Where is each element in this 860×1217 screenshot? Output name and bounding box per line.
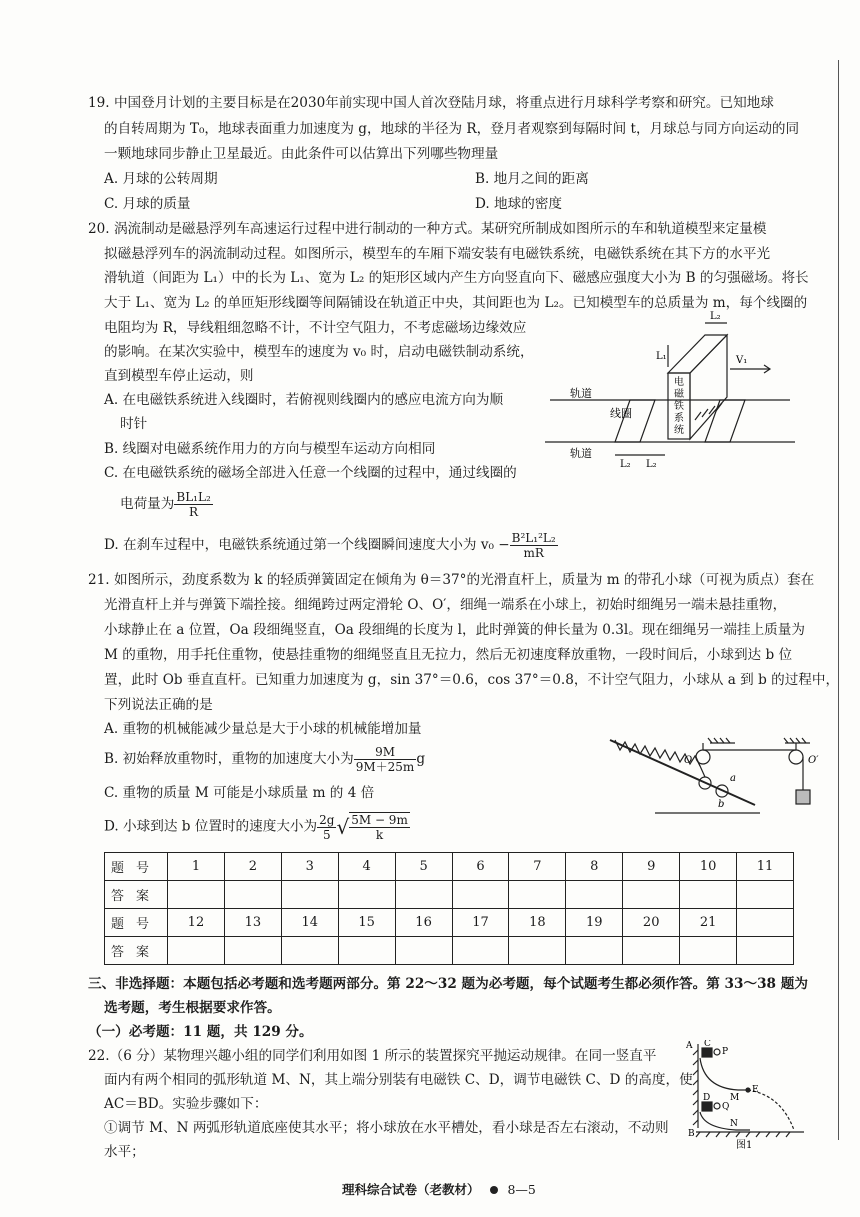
q20-d-numerator: B²L₁²L₂ (511, 531, 556, 545)
q21-d-coef (317, 813, 336, 842)
section3-sub: （一）必考题：11 题，共 129 分。 (88, 1024, 313, 1040)
ceiling-hatch (708, 738, 806, 743)
q21-option-d (104, 812, 410, 842)
q22-line3: AC＝BD。实验步骤如下： (104, 1096, 268, 1112)
table-cell: 10 (680, 853, 737, 881)
table-cell: 14 (281, 909, 338, 937)
q22-line5: 水平； (104, 1144, 145, 1160)
section3-line2: 选考题，考生根据要求作答。 (104, 1000, 281, 1016)
table-cell: 18 (509, 909, 566, 937)
point-E (746, 1088, 750, 1092)
rope-Oa (696, 757, 705, 777)
table-cell: 12 (168, 909, 225, 937)
q20-c-denominator: R (189, 505, 199, 519)
table-cell: 4 (338, 853, 395, 881)
answer-cell[interactable] (737, 881, 794, 909)
table-cell: 19 (566, 909, 623, 937)
table-row (105, 937, 794, 965)
fig-label-L2-top: L₂ (710, 311, 721, 322)
answer-cell[interactable] (224, 881, 281, 909)
q21-line3: 小球静止在 a 位置，Oa 段细绳竖直，Oa 段细绳的长度为 l，此时弹簧的伸长量为 0.3l。现在细绳另一端挂上质量为 (104, 622, 805, 638)
table-cell (737, 909, 794, 937)
answer-cell[interactable] (452, 937, 509, 965)
q19-option-c: C. 月球的质量 (104, 196, 191, 212)
q20-line1: 20. 涡流制动是磁悬浮列车高速运行过程中进行制动的一种方式。某研究所制成如图所示的车和轨道模型来定量模 (88, 221, 767, 237)
label-a: a (730, 773, 736, 784)
answer-cell[interactable] (168, 881, 225, 909)
ball-Q (714, 1103, 720, 1109)
label-Q: Q (722, 1102, 730, 1112)
table-cell: 17 (452, 909, 509, 937)
q20-option-d-fraction (510, 531, 558, 560)
track-M (700, 1058, 748, 1090)
label-b: b (718, 799, 725, 810)
answer-table (104, 852, 794, 965)
table-row-label: 题号 (105, 853, 168, 881)
label-A: A (686, 1041, 693, 1051)
q19-line2: 的自转周期为 T₀，地球表面重力加速度为 g，地球的半径为 R，登月者观察到每隔时间 t，月球总与同方向运动的同 (104, 121, 800, 137)
fig-label-L2-b1: L₂ (620, 459, 631, 470)
q19-line1: 19. 中国登月计划的主要目标是在2030年前实现中国人首次登陆月球，将重点进行月球科学考察和研究。已知地球 (88, 95, 774, 111)
q21-line1: 21. 如图所示，劲度系数为 k 的轻质弹簧固定在倾角为 θ＝37°的光滑直杆上，质量为 m 的带孔小球（可视为质点）套在 (88, 572, 815, 588)
fig-label-v: V₁ (736, 355, 748, 366)
answer-cell[interactable] (623, 881, 680, 909)
magnet-top (668, 335, 727, 373)
q22-figure (686, 1040, 816, 1165)
table-cell: 20 (623, 909, 680, 937)
table-cell: 11 (737, 853, 794, 881)
q20-option-b: B. 线圈对电磁系统作用力的方向与模型车运动方向相同 (104, 441, 436, 457)
fig-label-magnet (674, 375, 687, 436)
table-row-label: 答案 (105, 881, 168, 909)
magnet-D (702, 1102, 712, 1111)
label-B: B (688, 1129, 695, 1139)
floor-hatch (696, 1132, 790, 1137)
trajectory (748, 1090, 794, 1130)
q20-option-d-prefix: D. 在刹车过程中，电磁铁系统通过第一个线圈瞬间速度大小为 v₀ − (104, 537, 510, 553)
answer-cell[interactable] (338, 881, 395, 909)
q20-line2: 拟磁悬浮列车的涡流制动过程。如图所示，模型车的车厢下端安装有电磁铁系统，电磁铁系统在其下方的水平光 (104, 246, 771, 262)
q20-option-c-line2 (120, 490, 213, 519)
q20-line7: 直到模型车停止运动，则 (104, 368, 254, 384)
q21-d-root (349, 812, 410, 842)
q21-figure (600, 735, 825, 835)
wall-hatch (693, 1050, 698, 1125)
q22-line1: 22.（6 分）某物理兴趣小组的同学们利用如图 1 所示的装置探究平抛运动规律。在同一竖直平 (88, 1048, 657, 1064)
q21-b-prefix: B. 初始释放重物时，重物的加速度大小为 (104, 751, 354, 767)
footer-dot-icon (490, 1186, 498, 1194)
q19-option-d: D. 地球的密度 (475, 196, 563, 212)
table-row (105, 881, 794, 909)
magnet-char-1: 电 (674, 377, 684, 388)
answer-cell[interactable] (452, 881, 509, 909)
table-cell: 7 (509, 853, 566, 881)
figure-caption: 图1 (736, 1140, 753, 1151)
ball-P (714, 1049, 720, 1055)
q20-line5: 电阻均为 R，导线粗细忽略不计，不计空气阻力，不考虑磁场边缘效应 (104, 320, 527, 336)
q21-d-coef-num: 2g (319, 812, 335, 827)
answer-cell[interactable] (281, 881, 338, 909)
fig-label-rail-bottom: 轨道 (570, 447, 592, 460)
q21-d-root-num: 5M − 9m (351, 813, 408, 827)
label-D: D (703, 1093, 711, 1103)
label-C: C (704, 1040, 711, 1049)
label-O2: O′ (808, 755, 819, 766)
q20-option-d (104, 531, 558, 560)
table-cell: 8 (566, 853, 623, 881)
q20-c-numerator: BL₁L₂ (176, 490, 211, 504)
footer-title: 理科综合试卷（老教材） (342, 1182, 480, 1197)
table-cell: 1 (168, 853, 225, 881)
footer-page-number: 8—5 (507, 1182, 536, 1197)
table-row-label: 答案 (105, 937, 168, 965)
sqrt-sign: √ (336, 815, 350, 839)
q22-line2: 面内有两个相同的弧形轨道 M、N，其上端分别装有电磁铁 C、D，调节电磁铁 C、D 的高度，使 (104, 1072, 693, 1088)
coil-2 (705, 400, 745, 442)
q19-option-a: A. 月球的公转周期 (104, 171, 218, 187)
answer-cell[interactable] (566, 937, 623, 965)
table-cell: 2 (224, 853, 281, 881)
answer-cell[interactable] (680, 937, 737, 965)
q19-option-b: B. 地月之间的距离 (475, 171, 589, 187)
answer-cell[interactable] (509, 881, 566, 909)
magnet-char-2: 磁 (674, 389, 684, 400)
magnet-char-3: 铁 (674, 401, 684, 412)
q20-option-c-fraction (174, 490, 212, 519)
table-row (105, 853, 794, 881)
label-P: P (722, 1047, 729, 1057)
pulley-O2 (789, 750, 803, 764)
label-E: E (752, 1085, 759, 1095)
table-cell: 16 (395, 909, 452, 937)
q21-line5: 置，此时 Ob 垂直直杆。已知重力加速度为 g，sin 37°＝0.6，cos 37°＝0.8，不计空气阻力，小球从 a 到 b 的过程中， (104, 672, 840, 688)
fig-label-coil: 线圈 (610, 407, 632, 420)
answer-cell[interactable] (224, 937, 281, 965)
q20-figure (540, 305, 810, 470)
q21-line6: 下列说法正确的是 (104, 697, 213, 713)
hanging-weight (796, 790, 810, 804)
answer-cell[interactable] (680, 881, 737, 909)
q20-option-a-line2: 时针 (120, 416, 148, 432)
q20-line3: 滑轨道（间距为 L₁）中的长为 L₁、宽为 L₂ 的矩形区域内产生方向竖直向下、磁感应强度大小为 B 的匀强磁场。将长 (104, 270, 809, 286)
q21-line2: 光滑直杆上并与弹簧下端拴接。细绳跨过两定滑轮 O、O′，细绳一端系在小球上，初始时细绳另一端未悬挂重物， (104, 597, 787, 613)
table-row (105, 909, 794, 937)
magnet-char-5: 统 (674, 425, 684, 436)
label-O: O (684, 755, 693, 766)
q20-d-denominator: mR (523, 546, 544, 560)
label-M: M (730, 1093, 740, 1103)
q21-option-a: A. 重物的机械能减少量总是大于小球的机械能增加量 (104, 721, 422, 737)
answer-cell[interactable] (281, 937, 338, 965)
label-N: N (730, 1119, 738, 1129)
fig-label-L2-b2: L₂ (646, 459, 657, 470)
answer-cell[interactable] (168, 937, 225, 965)
fig-label-L1: L₁ (656, 351, 667, 362)
magnet-side (690, 335, 727, 439)
fig-label-rail-top: 轨道 (570, 387, 592, 400)
q21-line4: M 的重物，用手托住重物，使悬挂重物的细绳竖直且无拉力，然后无初速度释放重物，一段时间后，小球到达 b 位 (104, 647, 793, 663)
q20-option-c-prefix: 电荷量为 (120, 496, 175, 512)
answer-cell[interactable] (623, 937, 680, 965)
magnet-C (702, 1048, 712, 1057)
q21-option-b (104, 745, 425, 774)
answer-cell[interactable] (395, 881, 452, 909)
q20-line4: 大于 L₁、宽为 L₂ 的单匝矩形线圈等间隔铺设在轨道正中央，其间距也为 L₂。已知模型车的总质量为 m，每个线圈的 (104, 295, 808, 311)
magnet-char-4: 系 (674, 413, 684, 424)
table-cell: 13 (224, 909, 281, 937)
answer-cell[interactable] (338, 937, 395, 965)
table-cell: 3 (281, 853, 338, 881)
answer-cell[interactable] (509, 937, 566, 965)
q20-option-a-line1: A. 在电磁铁系统进入线圈时，若俯视则线圈内的感应电流方向为顺 (104, 392, 504, 408)
table-cell: 21 (680, 909, 737, 937)
q20-line6: 的影响。在某次实验中，模型车的速度为 v₀ 时，启动电磁铁制动系统， (104, 344, 534, 360)
q20-option-c-line1: C. 在电磁铁系统的磁场全部进入任意一个线圈的过程中，通过线圈的 (104, 465, 517, 481)
q21-b-numerator: 9M (354, 745, 417, 760)
q21-d-coef-den: 5 (322, 827, 331, 842)
table-cell: 6 (452, 853, 509, 881)
margin-line (838, 60, 839, 1140)
answer-cell[interactable] (566, 881, 623, 909)
q21-d-root-den: k (375, 828, 384, 842)
table-cell: 9 (623, 853, 680, 881)
q21-d-prefix: D. 小球到达 b 位置时的速度大小为 (104, 818, 318, 835)
q21-option-c: C. 重物的质量 M 可能是小球质量 m 的 4 倍 (104, 785, 375, 801)
answer-cell[interactable] (395, 937, 452, 965)
table-cell: 5 (395, 853, 452, 881)
answer-cell[interactable] (737, 937, 794, 965)
q22-line4: ①调节 M、N 两弧形轨道底座使其水平；将小球放在水平槽处，看小球是否左右滚动，不动则 (104, 1120, 669, 1136)
section3-line1: 三、非选择题：本题包括必考题和选考题两部分。第 22～32 题为必考题，每个试题考生都必须作答。第 33～38 题为 (88, 976, 808, 992)
q21-b-fraction (354, 745, 417, 774)
q19-line3: 一颗地球同步静止卫星最近。由此条件可以估算出下列哪些物理量 (104, 146, 499, 162)
q21-b-denominator: 9M＋25m (355, 760, 415, 774)
q21-b-suffix: g (416, 751, 426, 767)
track-N (700, 1112, 750, 1130)
table-cell: 15 (338, 909, 395, 937)
page-footer (342, 1180, 536, 1198)
table-row-label: 题号 (105, 909, 168, 937)
